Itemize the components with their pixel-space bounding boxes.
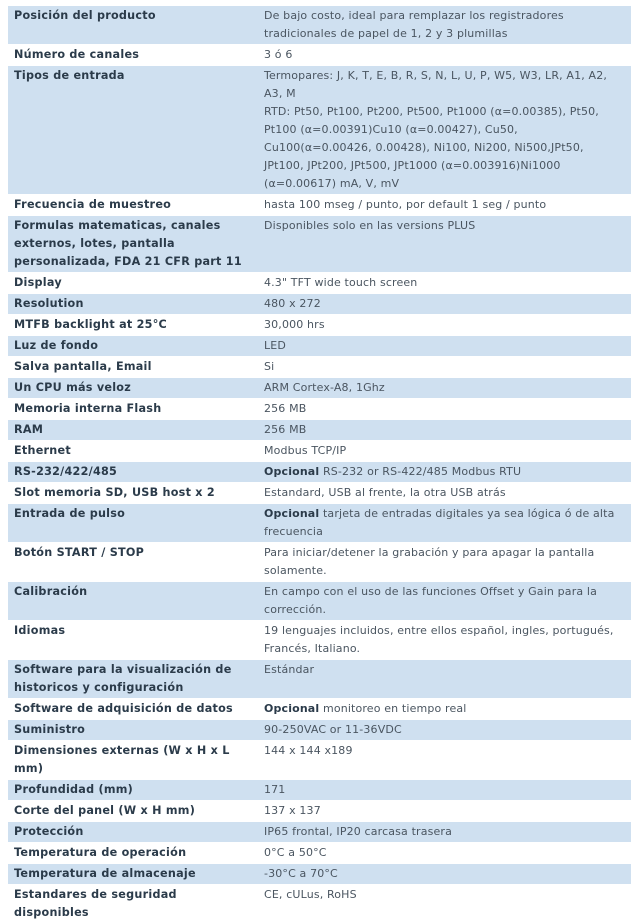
spec-label: Un CPU más veloz bbox=[8, 378, 258, 399]
spec-label: Memoria interna Flash bbox=[8, 399, 258, 420]
spec-label: Corte del panel (W x H mm) bbox=[8, 801, 258, 822]
spec-value: hasta 100 mseg / punto, por default 1 seg / punto bbox=[258, 195, 631, 216]
spec-value bbox=[258, 66, 631, 195]
spec-label: MTFB backlight at 25°C bbox=[8, 315, 258, 336]
spec-value: CE, cULus, RoHS bbox=[258, 885, 631, 924]
table-row bbox=[8, 420, 631, 441]
table-row bbox=[8, 45, 631, 66]
spec-label: Tipos de entrada bbox=[8, 66, 258, 195]
table-row bbox=[8, 621, 631, 660]
spec-label: Temperatura de operación bbox=[8, 843, 258, 864]
spec-label: Slot memoria SD, USB host x 2 bbox=[8, 483, 258, 504]
spec-label: Dimensiones externas (W x H x L mm) bbox=[8, 741, 258, 780]
spec-value: 137 x 137 bbox=[258, 801, 631, 822]
spec-value: IP65 frontal, IP20 carcasa trasera bbox=[258, 822, 631, 843]
spec-value: 480 x 272 bbox=[258, 294, 631, 315]
table-row bbox=[8, 462, 631, 483]
spec-value: 144 x 144 x189 bbox=[258, 741, 631, 780]
spec-label: Software para la visualización de historicos y configuración bbox=[8, 660, 258, 699]
table-row bbox=[8, 273, 631, 294]
spec-value: Estandard, USB al frente, la otra USB atrás bbox=[258, 483, 631, 504]
spec-label: RS-232/422/485 bbox=[8, 462, 258, 483]
spec-label: Salva pantalla, Email bbox=[8, 357, 258, 378]
spec-value: En campo con el uso de las funciones Offset y Gain para la corrección. bbox=[258, 582, 631, 621]
spec-value: 90-250VAC or 11-36VDC bbox=[258, 720, 631, 741]
spec-label: Software de adquisición de datos bbox=[8, 699, 258, 720]
spec-value: 19 lenguajes incluidos, entre ellos español, ingles, portugués, Francés, Italiano. bbox=[258, 621, 631, 660]
spec-value bbox=[258, 462, 631, 483]
spec-label: Display bbox=[8, 273, 258, 294]
table-row bbox=[8, 504, 631, 543]
spec-value: Modbus TCP/IP bbox=[258, 441, 631, 462]
spec-value: -30°C a 70°C bbox=[258, 864, 631, 885]
spec-value bbox=[258, 699, 631, 720]
spec-label: Protección bbox=[8, 822, 258, 843]
table-row bbox=[8, 864, 631, 885]
spec-label: Entrada de pulso bbox=[8, 504, 258, 543]
spec-value: 256 MB bbox=[258, 420, 631, 441]
table-row bbox=[8, 543, 631, 582]
optional-tag: Opcional bbox=[264, 507, 320, 520]
table-row bbox=[8, 780, 631, 801]
spec-label: Botón START / STOP bbox=[8, 543, 258, 582]
spec-value: 3 ó 6 bbox=[258, 45, 631, 66]
table-row bbox=[8, 699, 631, 720]
spec-value-line: RTD: Pt50, Pt100, Pt200, Pt500, Pt1000 (α=0.00385), Pt50, Pt100 (α=0.00391)Cu10 (α=0.00427), Cu50, Cu100(α=0.00426, 0.00428), Ni100, Ni200, Ni500,JPt50, JPt100, JPt200, JPt500, JPt1000 (α=0.003916)Ni1000 (α=0.00617) mA, V, mV bbox=[264, 105, 599, 190]
spec-value: Disponibles solo en las versions PLUS bbox=[258, 216, 631, 273]
spec-label: Número de canales bbox=[8, 45, 258, 66]
table-row bbox=[8, 66, 631, 195]
spec-value: 30,000 hrs bbox=[258, 315, 631, 336]
spec-label: RAM bbox=[8, 420, 258, 441]
spec-value: 171 bbox=[258, 780, 631, 801]
table-row bbox=[8, 294, 631, 315]
spec-label: Estandares de seguridad disponibles bbox=[8, 885, 258, 924]
table-row bbox=[8, 801, 631, 822]
spec-value: De bajo costo, ideal para remplazar los registradores tradicionales de papel de 1, 2 y 3 plumillas bbox=[258, 6, 631, 45]
table-row bbox=[8, 822, 631, 843]
spec-value: 256 MB bbox=[258, 399, 631, 420]
spec-label: Idiomas bbox=[8, 621, 258, 660]
table-row bbox=[8, 216, 631, 273]
optional-tag: Opcional bbox=[264, 465, 320, 478]
table-row bbox=[8, 6, 631, 45]
spec-label: Posición del producto bbox=[8, 6, 258, 45]
table-row bbox=[8, 483, 631, 504]
table-row bbox=[8, 357, 631, 378]
spec-value: Estándar bbox=[258, 660, 631, 699]
table-row bbox=[8, 336, 631, 357]
table-row bbox=[8, 441, 631, 462]
table-row bbox=[8, 582, 631, 621]
table-row bbox=[8, 195, 631, 216]
spec-value-text: RS-232 or RS-422/485 Modbus RTU bbox=[319, 465, 522, 478]
spec-value-text: tarjeta de entradas digitales ya sea lógica ó de alta frecuencia bbox=[264, 507, 615, 538]
spec-value: 4.3" TFT wide touch screen bbox=[258, 273, 631, 294]
spec-label: Resolution bbox=[8, 294, 258, 315]
spec-label: Ethernet bbox=[8, 441, 258, 462]
spec-label: Frecuencia de muestreo bbox=[8, 195, 258, 216]
spec-value-line: Termopares: J, K, T, E, B, R, S, N, L, U, P, W5, W3, LR, A1, A2, A3, M bbox=[264, 69, 607, 100]
spec-value: ARM Cortex-A8, 1Ghz bbox=[258, 378, 631, 399]
table-row bbox=[8, 315, 631, 336]
spec-label: Formulas matematicas, canales externos, lotes, pantalla personalizada, FDA 21 CFR part 11 bbox=[8, 216, 258, 273]
specifications-table bbox=[8, 6, 631, 924]
spec-value: Para iniciar/detener la grabación y para apagar la pantalla solamente. bbox=[258, 543, 631, 582]
spec-value: LED bbox=[258, 336, 631, 357]
table-row bbox=[8, 660, 631, 699]
table-row bbox=[8, 741, 631, 780]
table-row bbox=[8, 843, 631, 864]
spec-label: Temperatura de almacenaje bbox=[8, 864, 258, 885]
table-row bbox=[8, 885, 631, 924]
spec-label: Profundidad (mm) bbox=[8, 780, 258, 801]
table-row bbox=[8, 720, 631, 741]
spec-value bbox=[258, 504, 631, 543]
optional-tag: Opcional bbox=[264, 702, 320, 715]
spec-label: Calibración bbox=[8, 582, 258, 621]
table-row bbox=[8, 378, 631, 399]
table-row bbox=[8, 399, 631, 420]
spec-value-text: monitoreo en tiempo real bbox=[319, 702, 467, 715]
spec-value: Si bbox=[258, 357, 631, 378]
spec-value: 0°C a 50°C bbox=[258, 843, 631, 864]
spec-label: Luz de fondo bbox=[8, 336, 258, 357]
spec-label: Suministro bbox=[8, 720, 258, 741]
